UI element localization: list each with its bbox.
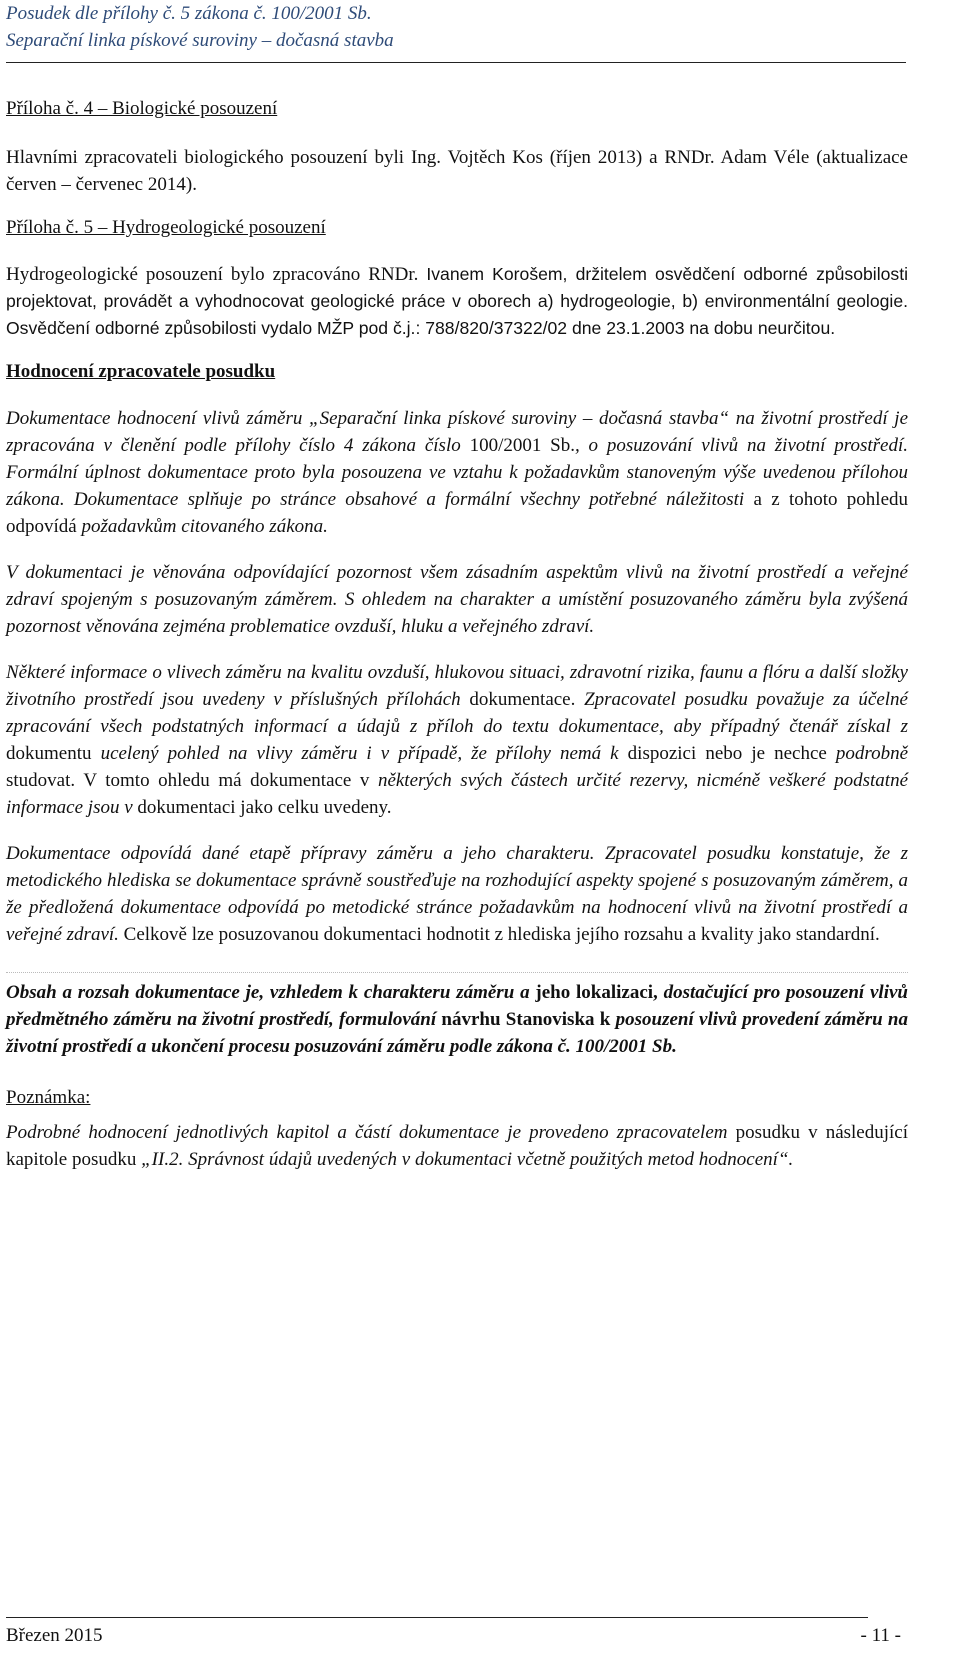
evaluation-p3-part: ucelený pohled na vlivy záměru i v případě, že přílohy nemá k	[100, 743, 628, 764]
evaluation-p5-part: Obsah a rozsah dokumentace je, vzhledem k charakteru záměru a	[6, 982, 536, 1003]
evaluation-p5-part: návrhu Stanoviska k	[441, 1009, 616, 1030]
annex-5-text	[6, 261, 908, 342]
evaluation-p3-part: V tomto ohledu má dokumentace v	[83, 770, 378, 791]
evaluation-paragraph-4	[6, 840, 908, 948]
evaluation-p4-part: a veřejné zdraví.	[6, 897, 908, 945]
evaluation-heading: Hodnocení zpracovatele posudku	[6, 361, 276, 382]
note-text	[6, 1119, 908, 1173]
evaluation-p3-part: podrobně	[835, 743, 909, 764]
annex-5-text-part: Hydrogeologické posouzení bylo zpracováno RNDr.	[6, 264, 427, 285]
evaluation-paragraph-1	[6, 405, 908, 540]
evaluation-p3-part: dokumentace.	[469, 689, 585, 710]
header-document-title: Posudek dle přílohy č. 5 zákona č. 100/2001 Sb.	[6, 3, 372, 24]
evaluation-p3-part: Některé informace o vlivech záměru na kvalitu ovzduší, hlukovou situaci, zdravotní rizika, faunu a flóru a další složky životního prostředí jsou uvedeny v příslušných přílohách	[6, 662, 908, 710]
note-part: následující kapitole posudku	[6, 1122, 908, 1170]
evaluation-p5-part: posouzení vlivů provedení záměru na životní prostředí a ukončení procesu posuzování záměru podle zákona č. 100/2001 Sb.	[6, 1009, 908, 1057]
evaluation-p1-part: požadavkům citovaného zákona.	[81, 516, 328, 537]
evaluation-p4-part: posudku konstatuje, že z metodického hlediska se dokumentace správně soustřeďuje na rozhodující aspekty spojené s posuzovaným záměrem, a že předložená dokumentace odpovídá po metodické stránce požadavkům na hodnocení vlivů na životní prostředí	[6, 843, 908, 918]
evaluation-p1-part: a z tohoto pohledu odpovídá	[6, 489, 908, 537]
annex-5-text-part: Ivanem Korošem, držitelem osvědčení odborné způsobilosti projektovat, provádět a vyhodnocovat geologické práce v oborech a) hydrogeologie, b) environmentální geologie. Osvědčení odborné způsobilosti vydalo MŽP pod č.j.: 788/820/37322/02 dne 23.1.2003 na dobu neurčitou.	[6, 264, 908, 338]
evaluation-p3-part: dokumentaci jako celku uvedeny.	[137, 797, 392, 818]
evaluation-paragraph-2: V dokumentaci je věnována odpovídající pozornost všem zásadním aspektům vlivů na životní prostředí a veřejné zdraví spojeným s posuzovaným záměrem. S ohledem na charakter a umístění posuzovaného záměru byla zvýšená pozornost věnována zejména problematice ovzduší, hluku a veřejného zdraví.	[6, 562, 908, 637]
page-footer	[6, 1622, 901, 1649]
evaluation-p3-part: studovat.	[6, 770, 84, 791]
annex-4-heading: Příloha č. 4 – Biologické posouzení	[6, 98, 278, 119]
evaluation-p4-part: Dokumentace odpovídá dané etapě přípravy záměru a jeho charakteru. Zpracovatel	[6, 843, 708, 864]
header-project-title: Separační linka pískové suroviny – dočasná stavba	[6, 30, 394, 51]
document-body	[6, 95, 908, 1173]
footer-date: Březen 2015	[6, 1625, 103, 1646]
evaluation-p3-part: dokumentu	[6, 743, 101, 764]
evaluation-p3-part: dispozici nebo je nechce	[627, 743, 836, 764]
evaluation-p3-part: Zpracovatel posudku považuje za účelné zpracování všech podstatných informací a údajů z příloh do textu dokumentace, aby případný čtenář získal z	[6, 689, 908, 737]
evaluation-p1-part: 100/2001 Sb.	[469, 435, 575, 456]
evaluation-p1-part: , o posuzování vlivů na životní prostředí. Formální úplnost dokumentace proto byla posouzena ve vztahu k požadavkům stanoveným výše uvedenou přílohou zákona. Dokumentace splňuje po stránce obsahové a formální všechny potřebné náležitosti	[6, 435, 908, 510]
evaluation-p4-part: Celkově lze posuzovanou dokumentaci hodnotit z hlediska jejího rozsahu a kvality jako standardní.	[123, 924, 880, 945]
page-header	[6, 0, 946, 54]
evaluation-p3-part: některých svých částech určité rezervy, nicméně veškeré podstatné informace jsou v	[6, 770, 909, 818]
page-number: - 11 -	[860, 1625, 901, 1646]
evaluation-p5-part: dostačující pro posouzení vlivů předmětného záměru na životní prostředí, formulování	[6, 982, 908, 1030]
annex-5-heading: Příloha č. 5 – Hydrogeologické posouzení	[6, 217, 326, 238]
note-heading: Poznámka:	[6, 1087, 91, 1108]
evaluation-paragraph-3	[6, 659, 908, 821]
annex-4-text: Hlavními zpracovateli biologického posouzení byli Ing. Vojtěch Kos (říjen 2013) a RNDr. Adam Véle (aktualizace červen – červenec 2014).	[6, 147, 908, 195]
note-part: Podrobné hodnocení jednotlivých kapitol a částí dokumentace je provedeno zpracovatelem	[6, 1122, 736, 1143]
evaluation-p1-part: Dokumentace hodnocení vlivů záměru „Separační linka pískové suroviny – dočasná stavba“ na životní prostředí je zpracována v členění podle přílohy číslo 4 zákona číslo	[6, 408, 908, 456]
note-part: „II.2. Správnost údajů uvedených v dokumentaci včetně použitých metod hodnocení“.	[141, 1149, 794, 1170]
footer-divider	[6, 1617, 868, 1618]
evaluation-conclusion	[6, 972, 908, 1060]
note-part: posudku v	[735, 1122, 826, 1143]
header-divider	[6, 62, 906, 63]
evaluation-p5-part: jeho lokalizaci,	[535, 982, 664, 1003]
